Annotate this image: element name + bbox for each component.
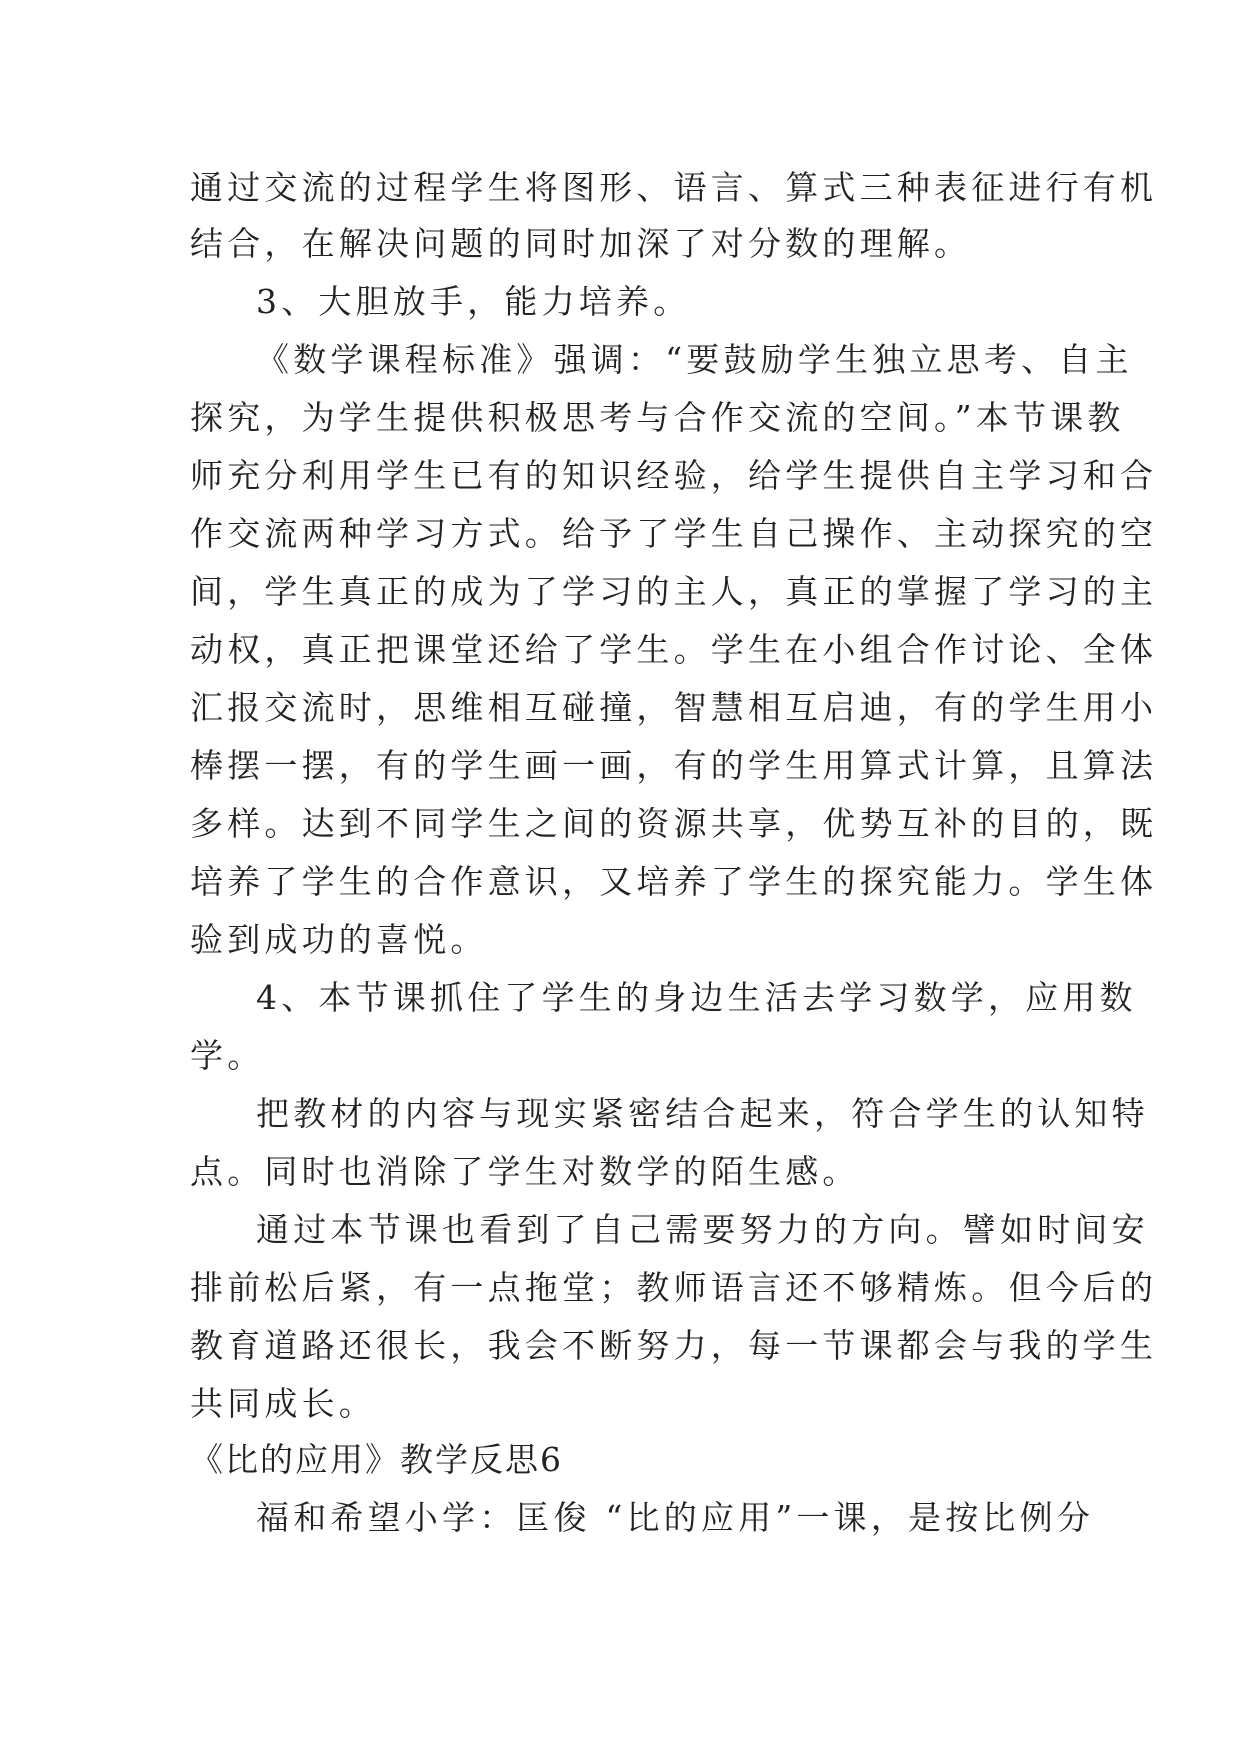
- text-line: 福和希望小学：匡俊 “比的应用”一课，是按比例分: [256, 1498, 1095, 1537]
- text-line: 验到成功的喜悦。: [190, 920, 488, 959]
- text-line: 通过交流的过程学生将图形、语言、算式三种表征进行有机: [190, 168, 1158, 207]
- text-line: 点。同时也消除了学生对数学的陌生感。: [190, 1152, 860, 1191]
- text-line: 《数学课程标准》强调：“要鼓励学生独立思考、自主: [256, 340, 1133, 379]
- text-line: 排前松后紧，有一点拖堂；教师语言还不够精炼。但今后的: [190, 1268, 1158, 1307]
- text-line: 动权，真正把课堂还给了学生。学生在小组合作讨论、全体: [190, 630, 1158, 669]
- text-line: 师充分利用学生已有的知识经验，给学生提供自主学习和合: [190, 456, 1158, 495]
- text-line: 学。: [190, 1036, 265, 1075]
- text-line: 教育道路还很长，我会不断努力，每一节课都会与我的学生: [190, 1326, 1158, 1365]
- text-line: 结合，在解决问题的同时加深了对分数的理解。: [190, 224, 972, 263]
- text-line: 棒摆一摆，有的学生画一画，有的学生用算式计算，且算法: [190, 746, 1158, 785]
- text-line: 培养了学生的合作意识，又培养了学生的探究能力。学生体: [190, 862, 1158, 901]
- text-line: 通过本节课也看到了自己需要努力的方向。譬如时间安: [256, 1210, 1149, 1249]
- text-line: 3、大胆放手，能力培养。: [256, 282, 691, 321]
- text-line: 作交流两种学习方式。给予了学生自己操作、主动探究的空: [190, 514, 1158, 553]
- text-line: 探究，为学生提供积极思考与合作交流的空间。”本节课教: [190, 398, 1125, 437]
- text-line: 间，学生真正的成为了学习的主人，真正的掌握了学习的主: [190, 572, 1158, 611]
- text-line: 共同成长。: [190, 1384, 376, 1423]
- text-line: 多样。达到不同学生之间的资源共享，优势互补的目的，既: [190, 804, 1158, 843]
- text-line: 4、本节课抓住了学生的身边生活去学习数学，应用数: [256, 978, 1137, 1017]
- text-line: 把教材的内容与现实紧密结合起来，符合学生的认知特: [256, 1094, 1149, 1133]
- text-line: 汇报交流时，思维相互碰撞，智慧相互启迪，有的学生用小: [190, 688, 1158, 727]
- section-heading: 《比的应用》教学反思6: [190, 1440, 563, 1479]
